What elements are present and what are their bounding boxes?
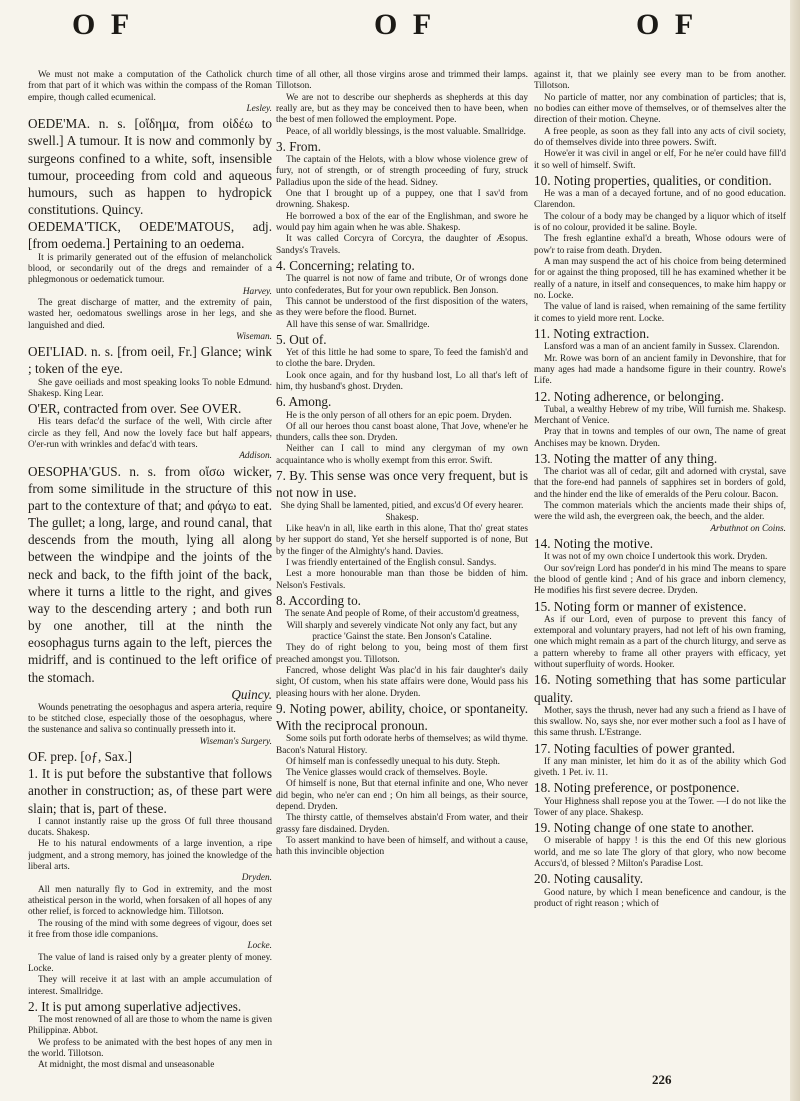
- quotation: Lest a more honourable man than those be bidden of him. Nelson's Festivals.: [276, 569, 528, 591]
- entry-text: 19. Noting change of one state to another.: [534, 820, 755, 836]
- quotation: I was friendly entertained of the English consul. Sandys.: [286, 558, 497, 569]
- quotation: Your Highness shall repose you at the Tower. —I do not like the Tower of any place. Shakesp.: [534, 796, 786, 818]
- quotation: Neither can I call to mind any clergyman of my own acquaintance who is wholly exempt from this error. Swift.: [276, 444, 528, 466]
- quotation: Some soils put forth odorate herbs of themselves; as wild thyme. Bacon's Natural History.: [276, 734, 528, 756]
- running-head: [0, 8, 800, 44]
- quotation: Good nature, by which I mean beneficence and candour, is the product of right reason ; which of: [534, 887, 786, 909]
- quotation: It was called Corcyra of Corcyra, the daughter of Æsopus. Sandys's Travels.: [276, 234, 528, 256]
- quotation: They will receive it at last with an ample accumulation of interest. Smallridge.: [28, 975, 272, 997]
- quotation: It was not of my own choice I undertook this work. Dryden.: [544, 552, 768, 563]
- entry-text: 4. Concerning; relating to.: [276, 258, 415, 274]
- quotation: We must not make a computation of the Catholick church from that part of it which was within the compass of the Roman empire, though called ecumenical.: [28, 70, 272, 103]
- entry-text: 6. Among.: [276, 394, 332, 410]
- quotation: We are not to describe our shepherds as shepherds at this day really are, but as they may be conceived then to have been, when the best of men followed the employment. Pope.: [276, 92, 528, 126]
- citation: Wiseman.: [236, 331, 272, 342]
- quotation: Look once again, and for thy husband lost, Lo all that's left of him, thy husband's ghost. Dryden.: [276, 370, 528, 393]
- entry-text: 7. By. This sense was once very frequent, but is not now in use.: [276, 468, 528, 501]
- entry-text: 18. Noting preference, or postponence.: [534, 780, 740, 796]
- entry-text: OEI'LIAD. n. s. [from oeil, Fr.] Glance; wink ; token of the eye.: [28, 344, 272, 377]
- citation: Locke.: [247, 941, 272, 952]
- quotation: Tubal, a wealthy Hebrew of my tribe, Will furnish me. Shakesp. Merchant of Venice.: [534, 404, 786, 426]
- entry-text: OESOPHA'GUS. n. s. from οἴσω wicker, from some similitude in the structure of this part to the contexture of that; and φάγω to eat. The gullet; a long, large, and round canal, that descends from the mouth, lying all along between the windpipe and the joints of the neck and back, to the fifth joint of the back, where it turns a little to the right, and gives way to the descending artery ; and both run by one another, till at the ninth the eosophagus turns again to the left, pierces the midriff, and is continued to the left orifice of the stomach.: [28, 463, 272, 685]
- quotation: The captain of the Helots, with a blow whose violence grew of fury, not of strength, or of strength proceeding of fury, struck Palladius upon the side of the head. Sidney.: [276, 155, 528, 188]
- page-edge: [790, 0, 800, 1101]
- quotation: The colour of a body may be changed by a liquor which of itself is of no colour, provided it be saline. Boyle.: [534, 211, 786, 234]
- quotation: This cannot be understood of the first disposition of the waters, as they were before the flood. Burnet.: [276, 296, 528, 319]
- citation: Addison.: [239, 451, 272, 462]
- running-head-right: O F: [636, 8, 698, 41]
- entry-text: OEDE'MA. n. s. [οἴδημα, from οἰδέω to swell.] A tumour. It is now and commonly by surgeons confined to a white, soft, insensible tumour, proceeding from cold and aqueous humours, such as happen to hydropick constitutions. Quincy.: [28, 116, 272, 218]
- entry-text: 14. Noting the motive.: [534, 536, 654, 552]
- quotation: A man may suspend the act of his choice from being determined for or against the thing proposed, till he has examined whether it be really of a nature, in itself and consequences, to make him happy or no. Locke.: [534, 257, 786, 302]
- citation: Harvey.: [242, 286, 272, 297]
- quotation: Of all our heroes thou canst boast alone, That Jove, whene'er he thunders, calls thee son. Dryden.: [276, 421, 528, 444]
- entry-text: 15. Noting form or manner of existence.: [534, 598, 747, 614]
- quotation: He was a man of a decayed fortune, and of no good education. Clarendon.: [534, 189, 786, 211]
- citation: Dryden.: [241, 873, 272, 884]
- quotation: As if our Lord, even of purpose to prevent this fancy of extemporal and voluntary prayers, had not left of his own framing, one which might remain as a part of the church liturgy, and serve as a pattern whereby to frame all other prayers with efficacy, yet without superfluity of words. Hooker.: [534, 614, 786, 671]
- quotation: She dying Shall be lamented, pitied, and excus'd Of every hearer. Shakesp.: [280, 501, 524, 523]
- quotation: time of all other, all those virgins arose and trimmed their lamps. Tillotson.: [276, 70, 528, 92]
- entry-text: OEDEMA'TICK, OEDE'MATOUS, adj. [from oedema.] Pertaining to an oedema.: [28, 219, 272, 252]
- quotation: Of himself is none, But that eternal infinite and one, Who never did begin, who ne'er can end ; On him all beings, as their source, depend. Dryden.: [276, 779, 528, 813]
- citation: Arbuthnot on Coins.: [710, 523, 786, 534]
- quotation: Like heav'n in all, like earth in this alone, That tho' great states by her support do stand, Yet she herself supported is of none, But by the finger of the Almighty's hand. Davies.: [276, 524, 528, 557]
- quotation: Wounds penetrating the oesophagus and aspera arteria, require to be stitched close, especially those of the oesophagus, where the sustenance and saliva so continually presseth into it.: [28, 702, 272, 736]
- quotation: Fancred, whose delight Was plac'd in his fair daughter's daily sight, Of custom, when his state affairs were done, Would pass his pleasing hours with her alone. Dryden.: [276, 665, 528, 699]
- quotation: Our sov'reign Lord has ponder'd in his mind The means to spare the blood of gentle kind ; And of his grace and inborn clemency, He modifies his first severe decree. Dryden.: [534, 563, 786, 597]
- running-head-left: O F: [72, 8, 134, 41]
- quotation: Lansford was a man of an ancient family in Sussex. Clarendon.: [544, 342, 780, 353]
- quotation: The thirsty cattle, of themselves abstain'd From water, and their grassy fare disdained. Dryden.: [276, 813, 528, 835]
- quotation: The fresh eglantine exhal'd a breath, Whose odours were of pow'r to raise from death. Dryden.: [534, 234, 786, 256]
- citation: Lesley.: [246, 103, 272, 114]
- quotation: The rousing of the mind with some degrees of vigour, does set it free from those idle companions.: [28, 918, 272, 941]
- entry-text: OF. prep. [oƒ, Sax.]: [28, 749, 133, 765]
- quotation: One that I brought up of a puppey, one that I sav'd from drowning. Shakesp.: [276, 189, 528, 211]
- entry-text: 13. Noting the matter of any thing.: [534, 450, 718, 466]
- quotation: The great discharge of matter, and the extremity of pain, wasted her, oedomatous swellings arose in her legs, and she languished and died.: [28, 297, 272, 331]
- entry-text: 12. Noting adherence, or belonging.: [534, 388, 725, 404]
- quotation: He to his natural endowments of a large invention, a ripe judgment, and a strong memory, has joined the knowledge of the liberal arts.: [28, 839, 272, 873]
- quotation: The quarrel is not now of fame and tribute, Or of wrongs done unto confederates, But for your own republick. Ben Jonson.: [276, 274, 528, 296]
- quotation: I cannot instantly raise up the gross Of full three thousand ducats. Shakesp.: [28, 816, 272, 839]
- quotation: No particle of matter, nor any combination of particles; that is, no bodies can either move of themselves, or of themselves alter the direction of their motion. Cheyne.: [534, 92, 786, 126]
- quotation: Howe'er it was civil in angel or elf, For he ne'er could have fill'd it so well of himself. Swift.: [534, 149, 786, 171]
- quotation: To assert mankind to have been of himself, and without a cause, hath this invincible objection: [276, 836, 528, 858]
- entry-text: O'ER, contracted from over. See OVER.: [28, 401, 242, 417]
- column-right: [534, 70, 786, 1090]
- quotation: The common materials which the ancients made their ships of, were the wild ash, the evergreen oak, the beech, and the alder.: [534, 501, 786, 523]
- entry-text: 3. From.: [276, 138, 322, 154]
- quotation: All men naturally fly to God in extremity, and the most atheistical person in the world, when forsaken of all hopes of any other relief, is forced to acknowledge him. Tillotson.: [28, 884, 272, 918]
- quotation: His tears defac'd the surface of the well, With circle after circle as they fell, And now the lovely face but half appears, O'er-run with wrinkles and defac'd with tears.: [28, 417, 272, 450]
- quotation: Yet of this little he had some to spare, To feed the famish'd and to clothe the bare. Dryden.: [276, 348, 528, 370]
- entry-text: 2. It is put among superlative adjectives.: [28, 999, 242, 1014]
- quotation: The most renowned of all are those to whom the name is given Philippinæ. Abbot.: [28, 1015, 272, 1037]
- quotation: The value of land is raised, when remaining of the same fertility it comes to yield more rent. Locke.: [534, 302, 786, 324]
- entry-text: 1. It is put before the substantive that follows another in construction; as, of these part were slain; that is, part of these.: [28, 766, 272, 816]
- quotation: All have this sense of war. Smallridge.: [286, 319, 430, 330]
- entry-text: Quincy.: [231, 686, 272, 702]
- quotation: against it, that we plainly see every man to be from another. Tillotson.: [534, 70, 786, 92]
- column-middle: [276, 70, 528, 1090]
- entry-text: 16. Noting something that has some particular quality.: [534, 672, 786, 705]
- quotation: The value of land is raised only by a greater plenty of money. Locke.: [28, 952, 272, 975]
- quotation: The Venice glasses would crack of themselves. Boyle.: [286, 768, 488, 779]
- quotation: O miserable of happy ! is this the end Of this new glorious world, and me so late The glory of that glory, who now become Accurs'd, of blessed ? Milton's Paradise Lost.: [534, 836, 786, 870]
- quotation: At midnight, the most dismal and unseasonable: [38, 1060, 215, 1071]
- quotation: He borrowed a box of the ear of the Englishman, and swore he would pay him again when he was able. Shakesp.: [276, 211, 528, 234]
- quotation: Peace, of all worldly blessings, is the most valuable. Smallridge.: [286, 126, 526, 137]
- quotation: Pray that in towns and temples of our own, The name of great Anchises may be known. Dryden.: [534, 427, 786, 449]
- quotation: She gave oeiliads and most speaking looks To noble Edmund. Shakesp. King Lear.: [28, 377, 272, 399]
- entry-text: 9. Noting power, ability, choice, or spontaneity. With the reciprocal pronoun.: [276, 700, 528, 734]
- quotation: A free people, as soon as they fall into any acts of civil society, do of themselves divide into three powers. Swift.: [534, 126, 786, 148]
- entry-text: 20. Noting causality.: [534, 871, 644, 887]
- citation: Wiseman's Surgery.: [199, 736, 272, 747]
- quotation: Of himself man is confessedly unequal to his duty. Steph.: [286, 756, 500, 767]
- quotation: We profess to be animated with the best hopes of any men in the world. Tillotson.: [28, 1037, 272, 1060]
- entry-text: 8. According to.: [276, 593, 361, 609]
- entry-text: 5. Out of.: [276, 331, 327, 347]
- entry-text: 11. Noting extraction.: [534, 326, 650, 342]
- quotation: Mr. Rowe was born of an ancient family in Devonshire, that for many ages had made a handsome figure in their country. Rowe's Life.: [534, 353, 786, 387]
- page-number: 226: [652, 1072, 672, 1087]
- quotation: The chariot was all of cedar, gilt and adorned with crystal, save that the fore-end had pannels of sapphires set in borders of gold, and the hinder end the like of emeralds of the Peru colour. Bacon.: [534, 467, 786, 500]
- quotation: They do of right belong to you, being most of them first preached amongst you. Tillotson.: [276, 643, 528, 665]
- column-left: [28, 70, 272, 1090]
- entry-text: 17. Noting faculties of power granted.: [534, 740, 736, 756]
- quotation: Mother, says the thrush, never had any such a friend as I have of this swallow. No, says she, nor ever mother such a fool as I have of this same thrush. L'Estrange.: [534, 705, 786, 739]
- running-head-center: O F: [374, 8, 436, 41]
- quotation: The senate And people of Rome, of their accustom'd greatness, Will sharply and severely vindicate Not only any fact, but any practice 'Gainst the state. Ben Jonson's Cataline.: [284, 609, 520, 642]
- quotation: It is primarily generated out of the effusion of melancholick blood, or secondarily out of the dregs and remainder of a phlegmonous or oedematick tumour.: [28, 252, 272, 286]
- quotation: He is the only person of all others for an epic poem. Dryden.: [286, 410, 512, 421]
- quotation: If any man minister, let him do it as of the ability which God giveth. 1 Pet. iv. 11.: [534, 756, 786, 779]
- entry-text: 10. Noting properties, qualities, or condition.: [534, 172, 772, 188]
